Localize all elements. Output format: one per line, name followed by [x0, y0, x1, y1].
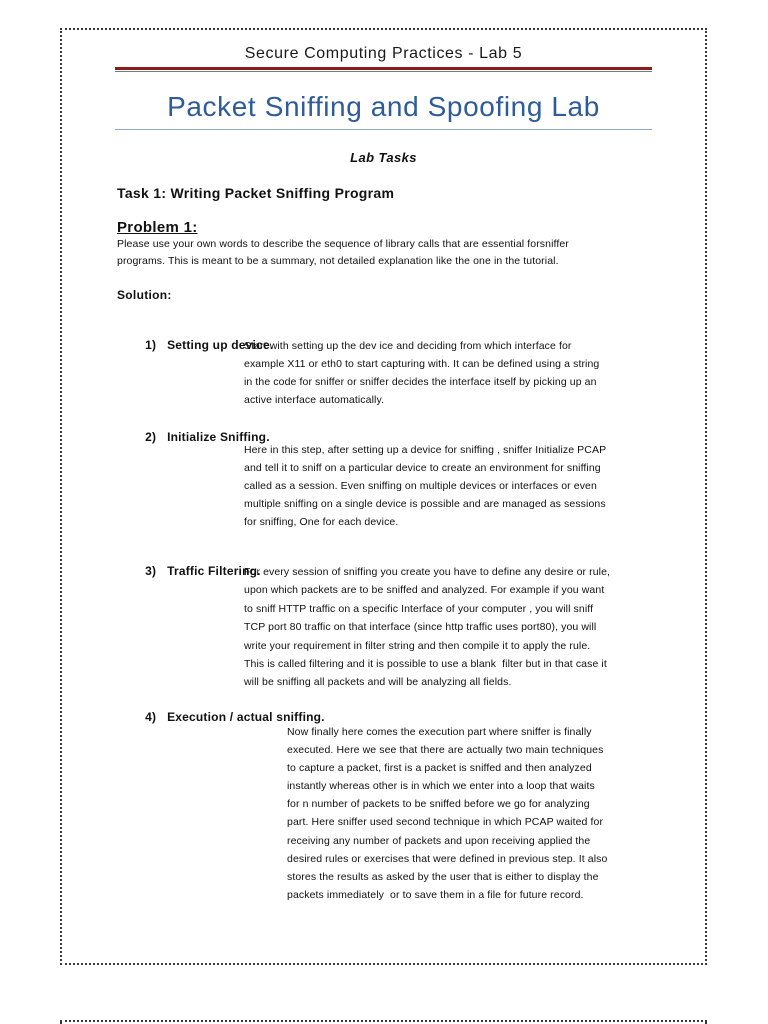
body-line: stores the results as asked by the user that is either to display the — [287, 870, 599, 883]
next-page-border — [60, 1020, 707, 1024]
body-line: This is called filtering and it is possible to use a blank filter but in that case it — [244, 658, 607, 671]
item-2-body — [244, 441, 606, 531]
body-line: will be sniffing all packets and will be analyzing all fields. — [244, 676, 512, 689]
body-line: upon which packets are to be sniffed and analyzed. For example if you want — [244, 584, 605, 597]
body-line: packets immediately or to save them in a file for future record. — [287, 888, 584, 901]
body-line: called as a session. Even sniffing on multiple devices or interfaces or even — [244, 480, 597, 492]
body-line: For every session of sniffing you create you have to define any desire or rule, — [244, 566, 611, 578]
body-line: write your requirement in filter string and then compile it to apply the rule. — [244, 639, 591, 652]
item-heading-text: Initialize Sniffing. — [167, 430, 270, 444]
problem-line: Please use your own words to describe the sequence of library calls that are essential forsniffer — [117, 238, 569, 250]
section-heading: Lab Tasks — [350, 150, 417, 165]
body-line: TCP port 80 traffic on that interface (since http traffic uses port80), you will — [244, 621, 597, 634]
problem-description — [117, 236, 569, 270]
item-3-heading — [138, 544, 261, 580]
body-line: desired rules or exercises that were defined in previous step. It also — [287, 852, 608, 865]
header-rule — [115, 67, 652, 70]
body-line: to sniff HTTP traffic on a specific Interface of your computer , you will sniff — [244, 602, 594, 615]
body-line: for sniffing, One for each device. — [244, 516, 399, 528]
body-line: executed. Here we see that there are actually two main techniques — [287, 744, 604, 757]
item-number: 3) — [145, 564, 157, 578]
body-line: Here in this step, after setting up a device for sniffing , sniffer Initialize PCAP — [244, 444, 607, 456]
item-number: 4) — [145, 710, 157, 724]
item-heading-text: Setting up device. — [167, 338, 274, 352]
body-line: part. Here sniffer used second technique in which PCAP waited for — [287, 816, 604, 829]
task-heading: Task 1: Writing Packet Sniffing Program — [117, 185, 395, 201]
solution-label: Solution: — [117, 288, 172, 302]
item-3-body — [244, 563, 610, 692]
item-heading-text: Execution / actual sniffing. — [167, 710, 325, 724]
body-line: and tell it to sniff on a particular device to create an environment for sniffing — [244, 462, 601, 474]
body-line: instantly whereas other is in which we enter into a loop that waits — [287, 780, 595, 793]
problem-label: Problem 1: — [117, 219, 198, 236]
running-header: Secure Computing Practices - Lab 5 — [244, 45, 523, 62]
header-rule-thin — [115, 71, 652, 72]
item-1-body — [244, 337, 599, 409]
body-line: Now finally here comes the execution part where sniffer is finally — [287, 726, 592, 738]
item-4-body — [287, 723, 607, 904]
body-line: multiple sniffing on a single device is possible and are managed as sessions — [244, 498, 606, 510]
body-line: in the code for sniffer or sniffer decides the interface itself by picking up an — [244, 376, 597, 388]
body-line: Start with setting up the dev ice and deciding from which interface for — [244, 340, 572, 352]
body-line: active interface automatically. — [244, 394, 385, 406]
body-line: for n number of packets to be sniffed before we go for analyzing — [287, 798, 590, 811]
item-number: 1) — [145, 338, 157, 352]
item-4-heading — [138, 690, 325, 726]
item-heading-text: Traffic Filtering. — [167, 564, 261, 578]
title-rule — [115, 129, 652, 130]
problem-line: programs. This is meant to be a summary, not detailed explanation like the one in the tutorial. — [117, 255, 559, 267]
page-title: Packet Sniffing and Spoofing Lab — [167, 91, 600, 122]
body-line: to capture a packet, first is a packet is sniffed and then analyzed — [287, 762, 592, 775]
item-number: 2) — [145, 430, 157, 444]
body-line: example X11 or eth0 to start capturing with. It can be defined using a string — [244, 358, 600, 370]
body-line: receiving any number of packets and upon receiving applied the — [287, 834, 591, 847]
